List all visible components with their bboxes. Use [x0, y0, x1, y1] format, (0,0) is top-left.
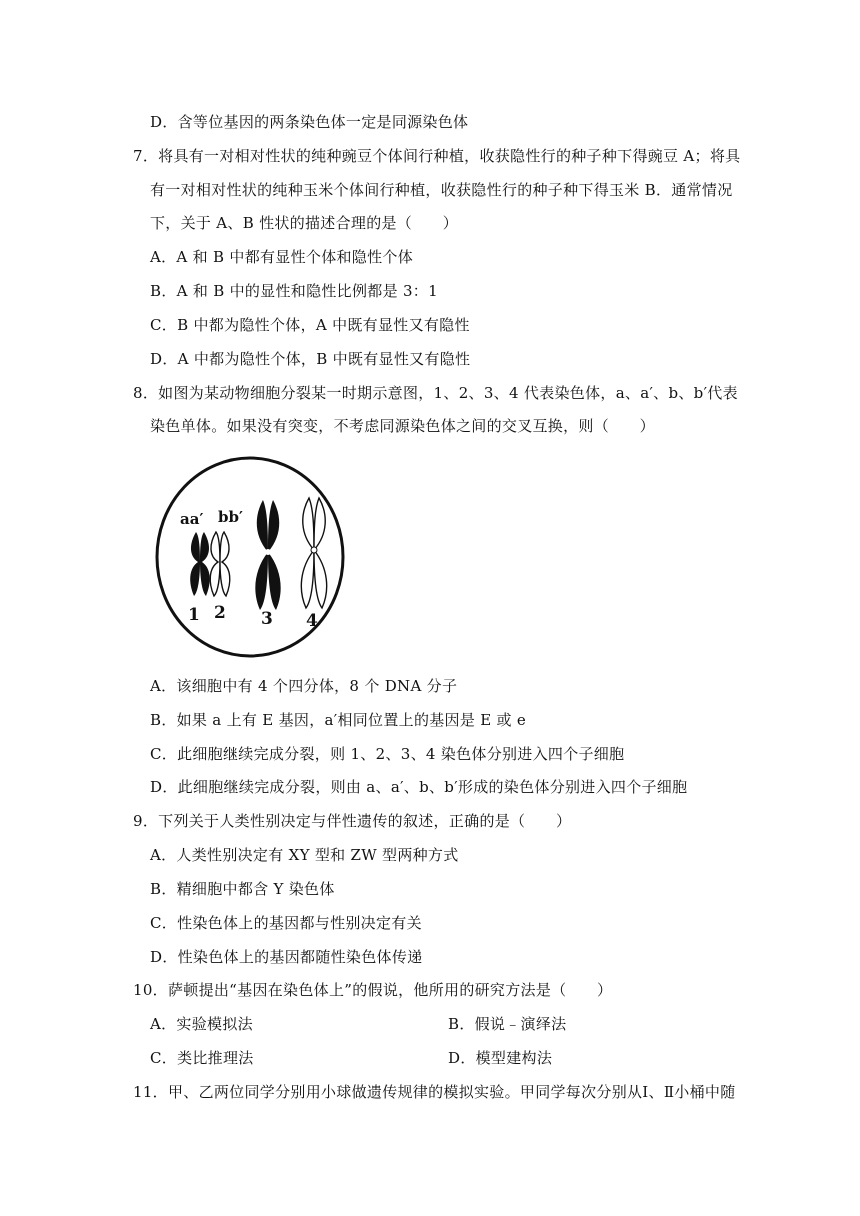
chromosome-2: [210, 532, 230, 596]
chromosome-number-2: 2: [214, 603, 226, 623]
q10-option-a: A．实验模拟法: [150, 1015, 253, 1033]
q9-stem-line-1: 9．下列关于人类性别决定与伴性遗传的叙述，正确的是（ ）: [133, 812, 572, 830]
q8-option-d: D．此细胞继续完成分裂，则由 a、a′、b、b′形成的染色体分别进入四个子细胞: [150, 778, 688, 796]
q8-option-a: A．该细胞中有 4 个四分体，8 个 DNA 分子: [150, 677, 458, 695]
chromosome-4: [301, 498, 326, 608]
q7-option-a: A．A 和 B 中都有显性个体和隐性个体: [150, 248, 413, 266]
q8-option-c: C．此细胞继续完成分裂，则 1、2、3、4 染色体分别进入四个子细胞: [150, 745, 625, 763]
q8-stem-line-1: 8．如图为某动物细胞分裂某一时期示意图，1、2、3、4 代表染色体，a、a′、b、b′代表: [133, 384, 738, 402]
q10-option-c: C．类比推理法: [150, 1049, 254, 1067]
q9-option-a: A．人类性别决定有 XY 型和 ZW 型两种方式: [150, 846, 459, 864]
q9-option-b: B．精细胞中都含 Y 染色体: [150, 880, 335, 898]
q7-stem-line-2: 有一对相对性状的纯种玉米个体间行种植，收获隐性行的种子种下得玉米 B．通常情况: [150, 181, 733, 199]
chromatid-label-aa: aa′: [180, 510, 204, 528]
q7-option-b: B．A 和 B 中的显性和隐性比例都是 3：1: [150, 282, 438, 300]
chromosome-3: [255, 500, 280, 610]
chromosome-number-1: 1: [188, 605, 200, 625]
q6-option-d: D．含等位基因的两条染色体一定是同源染色体: [150, 113, 469, 131]
q10-option-b: B．假说﹣演绎法: [448, 1015, 567, 1033]
q7-stem-line-3: 下，关于 A、B 性状的描述合理的是（ ）: [150, 214, 458, 232]
q8-stem-line-2: 染色单体。如果没有突变，不考虑同源染色体之间的交叉互换，则（ ）: [150, 417, 655, 435]
q9-option-c: C．性染色体上的基因都与性别决定有关: [150, 914, 422, 932]
q7-option-d: D．A 中都为隐性个体，B 中既有显性又有隐性: [150, 350, 471, 368]
cell-division-figure: [150, 452, 350, 662]
q8-option-b: B．如果 a 上有 E 基因，a′相同位置上的基因是 E 或 e: [150, 711, 527, 729]
q7-option-c: C．B 中都为隐性个体，A 中既有显性又有隐性: [150, 316, 470, 334]
chromosome-number-4: 4: [306, 611, 318, 631]
q7-stem-line-1: 7．将具有一对相对性状的纯种豌豆个体间行种植，收获隐性行的种子种下得豌豆 A；将具: [133, 147, 741, 165]
q10-option-d: D．模型建构法: [448, 1049, 553, 1067]
q10-stem-line-1: 10．萨顿提出“基因在染色体上”的假说，他所用的研究方法是（ ）: [133, 981, 613, 999]
chromosome-1: [190, 532, 210, 596]
chromosome-number-3: 3: [261, 609, 273, 629]
chromatid-label-bb: bb′: [218, 508, 243, 526]
q9-option-d: D．性染色体上的基因都随性染色体传递: [150, 948, 423, 966]
q11-stem-line-1: 11．甲、乙两位同学分别用小球做遗传规律的模拟实验。甲同学每次分别从Ⅰ、Ⅱ小桶中随: [133, 1083, 736, 1101]
